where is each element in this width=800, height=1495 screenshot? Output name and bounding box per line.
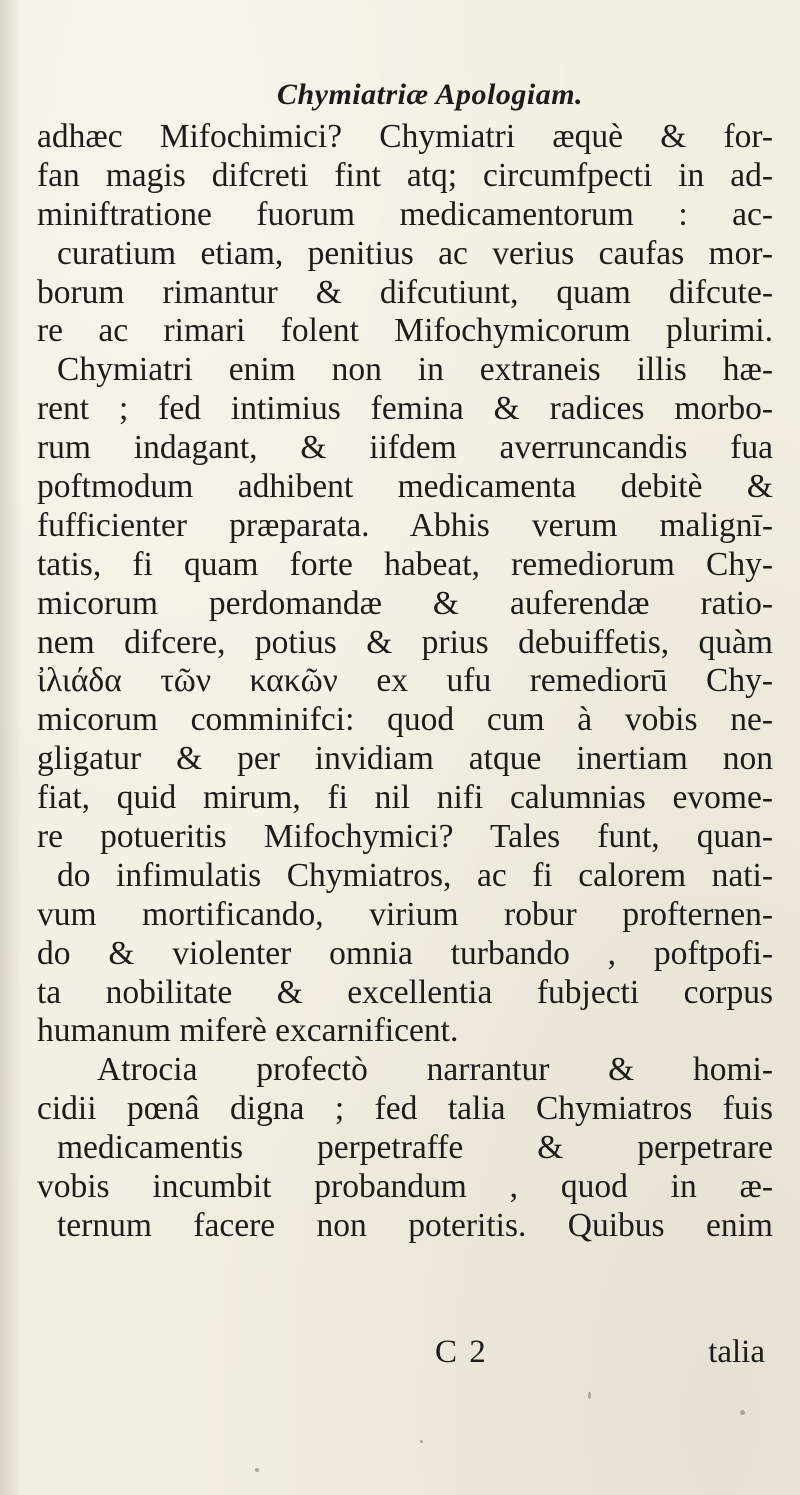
paper-speck	[740, 1410, 745, 1415]
text-line-paragraph-start: Atrocia profectò narrantur & homi-	[97, 1051, 773, 1089]
text-line: nem difcere, potius & prius debuiffetis, quàm	[37, 623, 773, 661]
signature-mark: C 2	[435, 1334, 488, 1370]
text-line: ἰλιάδα τῶν κακῶν ex ufu remediorū Chy-	[37, 662, 773, 700]
text-line: vum mortificando, virium robur profternen-	[37, 895, 773, 933]
text-line: micorum comminifci: quod cum à vobis ne-	[37, 701, 773, 739]
text-line: re ac rimari folent Mifochymicorum plurimi.	[37, 312, 773, 350]
text-line: borum rimantur & difcutiunt, quam difcute-	[37, 273, 773, 311]
text-line: rent ; fed intimius femina & radices morbo-	[37, 390, 773, 428]
paper-speck	[255, 1468, 259, 1472]
text-line-paragraph-end: humanum miferè excarnificent.	[37, 1012, 459, 1050]
text-line: do & violenter omnia turbando , poftpofi-	[37, 934, 773, 972]
text-line: adhæc Mifochimici? Chymiatri æquè & for-	[37, 118, 773, 155]
text-line: curatium etiam, penitius ac verius caufas mor-	[57, 234, 773, 272]
text-line: tatis, fi quam forte habeat, remediorum Chy-	[37, 545, 773, 583]
text-line: medicamentis perpetraffe & perpetrare	[57, 1129, 773, 1167]
paper-speck	[420, 1440, 423, 1443]
running-head-text: Chymiatriæ Apologiam.	[276, 78, 584, 111]
text-line: fiat, quid mirum, fi nil nifi calumnias evome-	[37, 779, 773, 817]
body-text	[37, 118, 773, 1246]
text-line: poftmodum adhibent medicamenta debitè &	[37, 468, 773, 506]
text-line: miniftratione fuorum medicamentorum : ac-	[37, 195, 773, 233]
text-line: vobis incumbit probandum , quod in æ-	[37, 1168, 773, 1206]
paper-speck	[588, 1392, 591, 1399]
page-fold-shadow	[0, 0, 22, 1495]
text-line: fan magis difcreti fint atq; circumfpecti in ad-	[37, 156, 773, 194]
text-line: rum indagant, & iifdem averruncandis fua	[37, 429, 773, 467]
catchword: talia	[708, 1334, 765, 1370]
text-line: re potueritis Mifochymici? Tales funt, quan-	[37, 818, 773, 856]
text-line: ternum facere non poteritis. Quibus enim	[57, 1206, 773, 1244]
page-footer	[37, 1334, 773, 1374]
text-line: gligatur & per invidiam atque inertiam non	[37, 740, 773, 778]
text-line: micorum perdomandæ & auferendæ ratio-	[37, 584, 773, 622]
text-line: cidii pœnâ digna ; fed talia Chymiatros fuis	[37, 1090, 773, 1128]
text-line: ta nobilitate & excellentia fubjecti corpus	[37, 973, 773, 1011]
text-line: Chymiatri enim non in extraneis illis hæ-	[57, 351, 773, 389]
text-line: do infimulatis Chymiatros, ac fi calorem nati-	[57, 856, 773, 894]
running-head	[0, 78, 800, 112]
text-line: fufficienter præparata. Abhis verum malignī-	[37, 506, 773, 544]
